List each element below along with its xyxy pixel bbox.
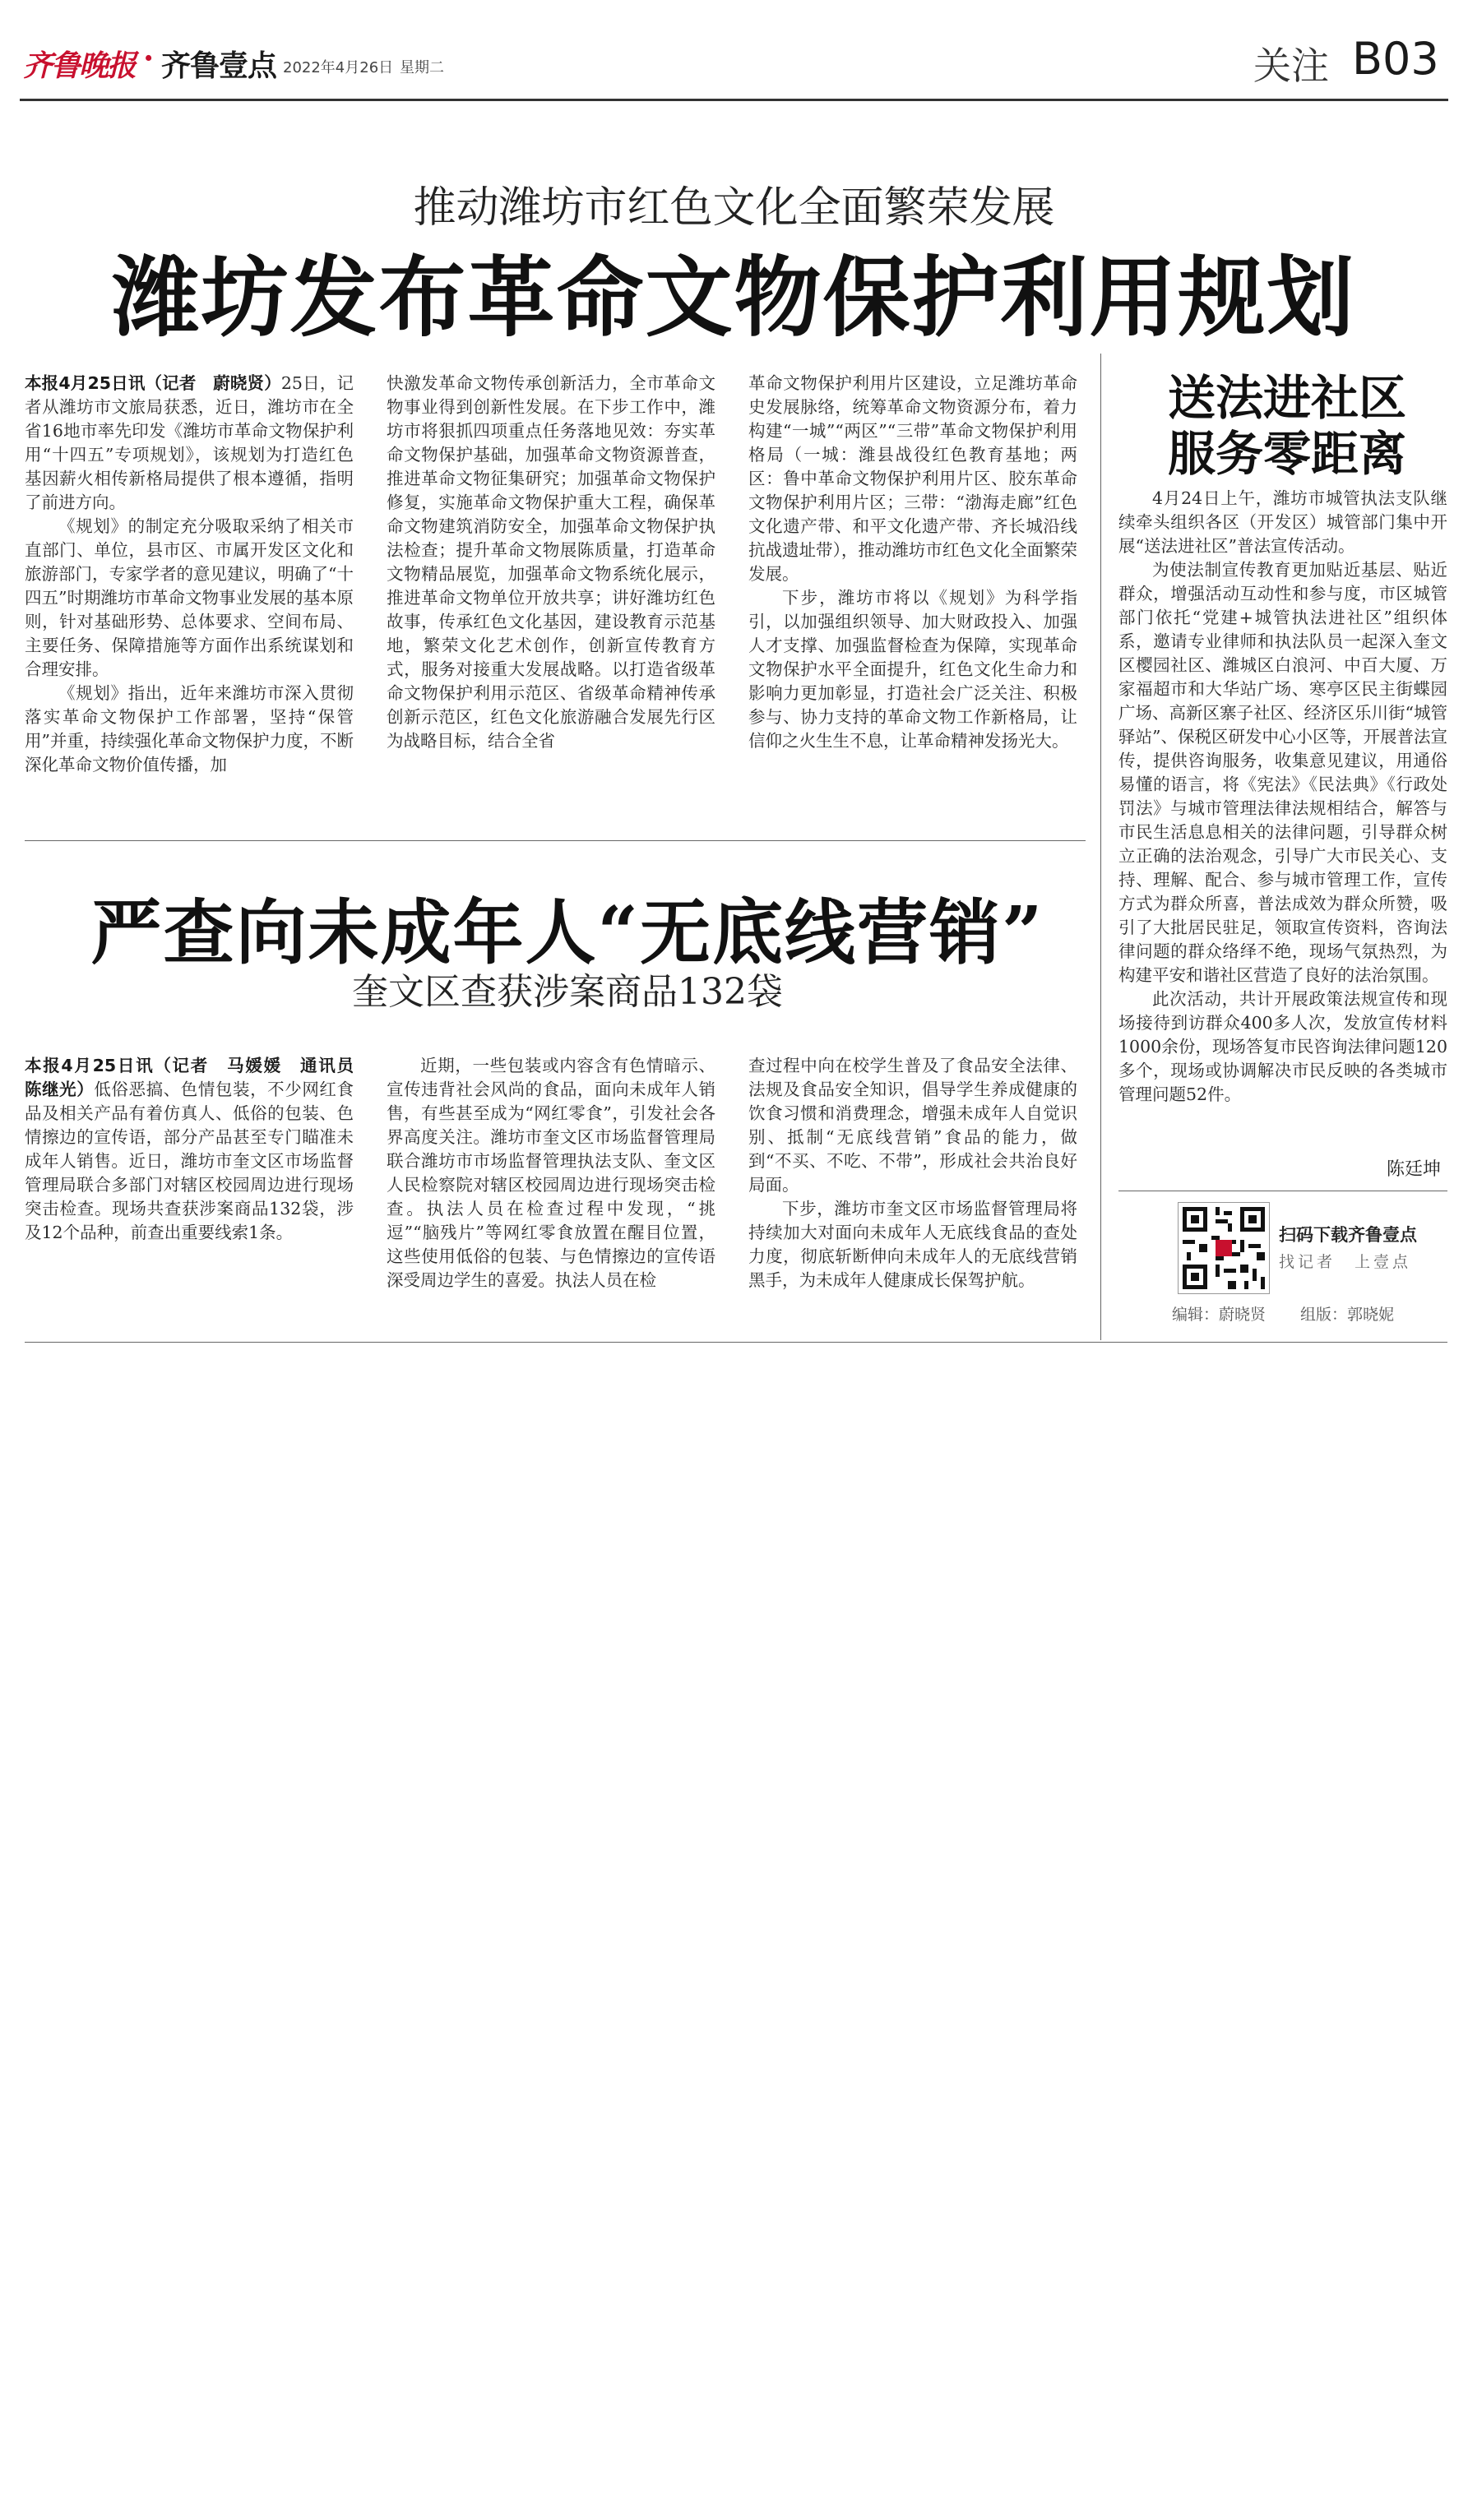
article2-headline: 严查向未成年人“无底线营销”	[90, 891, 1044, 974]
header-rule	[20, 99, 1448, 101]
article2-subheadline: 奎文区查获涉案商品132袋	[352, 971, 783, 1013]
article3-paragraph: 4月24日上午，潍坊市城管执法支队继续牵头组织各区（开发区）城管部门集中开展“送法进社区”普法宣传活动。	[1118, 488, 1447, 556]
issue-weekday: 星期二	[400, 59, 444, 76]
article1-headline: 潍坊发布革命文物保护利用规划	[112, 246, 1356, 349]
article3-paragraph: 为使法制宣传教育更加贴近基层、贴近群众，增强活动互动性和参与度，市区城管部门依托“党建+城管执法进社区”组织体系，邀请专业律师和执法队员一起深入奎文区樱园社区、潍城区白浪河、中百大厦、万家福超市和大华站广场、寒亭区民主街蝶园广场、高新区寨子社区、经济区乐川街“城管驿站”、保税区研发中心小区等，开展普法宣传，提供咨询服务，收集意见建议，用通俗易懂的语言，将《宪法》《民法典》《行政处罚法》与城市管理法律法规相结合，解答与市民生活息息相关的法律问题，引导群众树立正确的法治观念，引导广大市民关心、支持、理解、配合、参与城市管理工作，宣传方式为群众所喜，普法成效为群众所赞，吸引了大批居民驻足，领取宣传资料，咨询法律问题的群众络绎不绝，现场气氛热烈，为构建平安和谐社区营造了良好的法治氛围。	[1118, 560, 1447, 985]
column-divider	[1100, 354, 1101, 1340]
article3-author: 陈廷坤	[1386, 1159, 1441, 1180]
page-number: B03	[1352, 33, 1439, 85]
article2-paragraph: 查过程中向在校学生普及了食品安全法律、法规及食品安全知识，倡导学生养成健康的饮食习惯和消费理念，增强未成年人自觉识别、抵制“无底线营销”食品的能力，做到“不买、不吃、不带”，形成社会共治良好局面。	[748, 1056, 1077, 1195]
article3-paragraph: 此次活动，共计开展政策法规宣传和现场接待到访群众400多人次，发放宣传材料1000余份，现场答复市民咨询法律问题120多个，现场或协调解决市民反映的各类城市管理问题52件。	[1118, 989, 1447, 1104]
editor-credit: 编辑：蔚晓贤	[1172, 1306, 1267, 1324]
article2-column-3	[748, 1054, 1077, 1325]
article1-paragraph: 《规划》的制定充分吸取采纳了相关市直部门、单位，县市区、市属开发区文化和旅游部门，专家学者的意见建议，明确了“十四五”时期潍坊市革命文物事业发展的基本原则，针对基础形势、总体要求、空间布局、主要任务、保障措施等方面作出系统谋划和合理安排。	[25, 516, 354, 679]
article1-paragraph: 下步，潍坊市将以《规划》为科学指引，以加强组织领导、加大财政投入、加强人才支撑、加强监督检查为保障，实现革命文物保护水平全面提升，红色文化生命力和影响力更加彰显，打造社会广泛关注、积极参与、协力支持的革命文物工作新格局，让信仰之火生生不息，让革命精神发扬光大。	[748, 588, 1077, 751]
bottom-rule	[25, 1342, 1447, 1343]
page-credits	[1172, 1302, 1429, 1325]
article1-paragraph: 革命文物保护利用片区建设，立足潍坊革命史发展脉络，统筹革命文物资源分布，着力构建“一城”“两区”“三带”革命文物保护利用格局（一城：潍县战役红色教育基地；两区：鲁中革命文物保护利用片区、胶东革命文物保护利用片区；三带：“渤海走廊”红色文化遗产带、和平文化遗产带、齐长城沿线抗战遗址带），推动潍坊市红色文化全面繁荣发展。	[748, 373, 1077, 584]
qr-code-icon[interactable]	[1178, 1202, 1270, 1294]
page-header	[20, 25, 1448, 99]
newspaper-logo: 齐鲁晚报	[23, 49, 136, 83]
logo-separator: ·	[143, 39, 155, 76]
article3-headline	[1127, 370, 1447, 482]
article3-headline-line2: 服务零距离	[1167, 426, 1406, 482]
article1-dateline: 本报4月25日讯（记者 蔚晓贤）	[25, 373, 281, 393]
article2-paragraph: 本报4月25日讯（记者 马媛媛 通讯员 陈继光）低俗恶搞、色情包装，不少网红食品及相关产品有着仿真人、低俗的包装、色情擦边的宣传语，部分产品甚至专门瞄准未成年人销售。近日，潍坊市奎文区市场监督管理局联合多部门对辖区校园周边进行现场突击检查。现场共查获涉案商品132袋，涉及12个品种，前查出重要线索1条。	[25, 1056, 371, 1242]
article3-body	[1118, 487, 1447, 1128]
article2-dateline: 本报4月25日讯（记者 马媛媛 通讯员 陈继光）	[25, 1056, 371, 1099]
designer-credit: 组版：郭晓妮	[1300, 1306, 1395, 1324]
article2-paragraph: 下步，潍坊市奎文区市场监督管理局将持续加大对面向未成年人无底线食品的查处力度，彻底斩断伸向未成年人的无底线营销黑手，为未成年人健康成长保驾护航。	[748, 1199, 1077, 1290]
qr-slogan: 找记者 上壹点	[1279, 1253, 1412, 1271]
article1-kicker: 推动潍坊市红色文化全面繁荣发展	[413, 183, 1055, 233]
article1-paragraph: 快激发革命文物传承创新活力，全市革命文物事业得到创新性发展。在下步工作中，潍坊市将狠抓四项重点任务落地见效：夯实革命文物保护基础，加强革命文物资源普查，推进革命文物征集研究；加强革命文物保护修复，实施革命文物保护重大工程，确保革命文物建筑消防安全，加强革命文物保护执法检查；提升革命文物展陈质量，打造革命文物精品展览，加强革命文物系统化展示，推进革命文物单位开放共享；讲好潍坊红色故事，传承红色文化基因，建设教育示范基地，繁荣文化艺术创作，创新宣传教育方式，服务对接重大发展战略。以打造省级革命文物保护利用示范区、省级革命精神传承创新示范区，红色文化旅游融合发展先行区为战略目标，结合全省	[387, 373, 715, 751]
article1-paragraph: 本报4月25日讯（记者 蔚晓贤）25日，记者从潍坊市文旅局获悉，近日，潍坊市在全省16地市率先印发《潍坊市革命文物保护利用“十四五”专项规划》，该规划为打造红色基因薪火相传新格局提供了根本遵循，指明了前进方向。	[25, 373, 354, 512]
article2-column-2	[387, 1054, 715, 1325]
article3-headline-line1: 送法进社区	[1167, 370, 1406, 426]
issue-date: 2022年4月26日	[283, 59, 394, 76]
article1-column-1	[25, 372, 354, 816]
article2-column-1	[25, 1054, 371, 1325]
qr-download-label: 扫码下载齐鲁壹点	[1279, 1225, 1417, 1245]
article1-column-3	[748, 372, 1077, 816]
app-logo: 齐鲁壹点	[161, 49, 277, 83]
article2-paragraph: 近期，一些包装或内容含有色情暗示、宣传违背社会风尚的食品，面向未成年人销售，有些甚至成为“网红零食”，引发社会各界高度关注。潍坊市奎文区市场监督管理局联合潍坊市市场监督管理执法支队、奎文区人民检察院对辖区校园周边进行现场突击检查。执法人员在检查过程中发现，“挑逗”“脑残片”等网红零食放置在醒目位置，这些使用低俗的包装、与色情擦边的宣传语深受周边学生的喜爱。执法人员在检	[387, 1056, 715, 1290]
section-divider	[25, 840, 1086, 841]
article1-column-2	[387, 372, 715, 816]
article1-paragraph: 《规划》指出，近年来潍坊市深入贯彻落实革命文物保护工作部署，坚持“保管用”并重，持续强化革命文物保护力度，不断深化革命文物价值传播，加	[25, 683, 354, 774]
section-name: 关注	[1253, 44, 1329, 88]
